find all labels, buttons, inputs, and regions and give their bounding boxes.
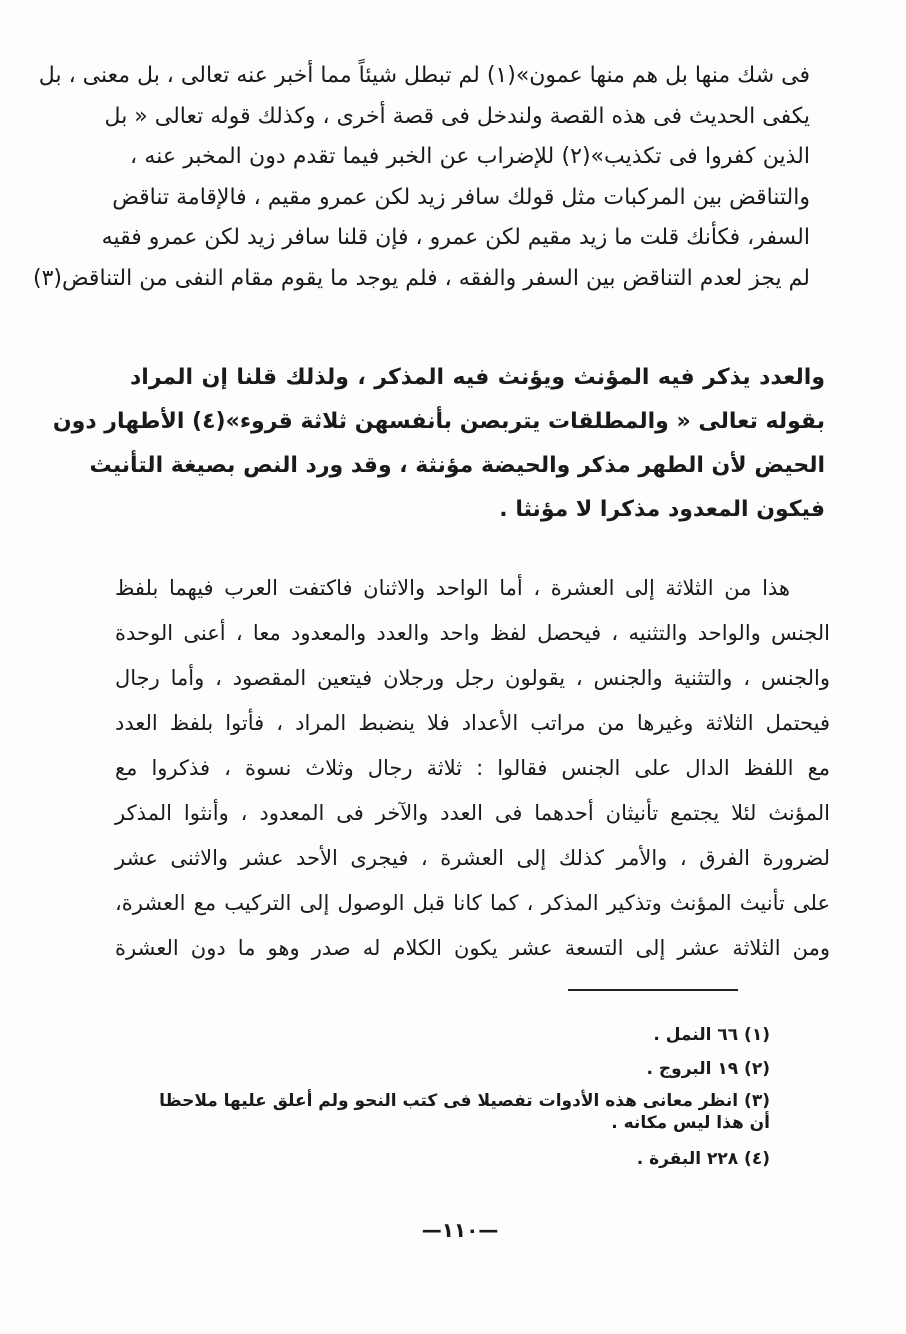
footnote-divider: [568, 989, 738, 991]
text-line: والتناقض بين المركبات مثل قولك سافر زيد لكن عمرو مقيم ، فالإقامة تناقض: [112, 184, 810, 210]
paragraph-conjunctions: [32, 56, 810, 299]
text-line: والعدد يذكر فيه المؤنث ويؤنث فيه المذكر ، ولذلك قلنا إن المراد: [130, 365, 825, 390]
paragraph-three-to-ten: [115, 566, 830, 971]
text-line: الجنس والواحد والتثنيه ، فيحصل لفظ واحد والعدد والمعدود معا ، أعنى الوحدة: [115, 621, 830, 645]
text-line: يكفى الحديث فى هذه القصة ولندخل فى قصة أخرى ، وكذلك قوله تعالى « بل: [104, 103, 810, 129]
page-number: —١١٠—: [421, 1218, 499, 1242]
text-line: ومن الثلاثة عشر إلى التسعة عشر يكون الكلام له صدر وهو ما دون العشرة: [115, 936, 830, 960]
footnote-4: (٤) ٢٢٨ البقرة .: [636, 1149, 770, 1169]
text-line: الذين كفروا فى تكذيب»(٢) للإضراب عن الخبر فيما تقدم دون المخبر عنه ،: [130, 144, 810, 169]
text-line: فى شك منها بل هم منها عمون»(١) لم تبطل شيئاً مما أخبر عنه تعالى ، بل معنى ، بل: [38, 63, 810, 88]
text-line: لم يجز لعدم التناقض بين السفر والفقه ، فلم يوجد ما يقوم مقام النفى من التناقض(٣): [32, 265, 810, 291]
text-line: فيحتمل الثلاثة وغيرها من مراتب الأعداد فلا ينضبط المراد ، فأتوا بلفظ العدد: [115, 711, 830, 735]
text-line: لضرورة الفرق ، والأمر كذلك إلى العشرة ، فيجرى الأحد عشر والاثنى عشر: [115, 846, 830, 870]
text-line: الحيض لأن الطهر مذكر والحيضة مؤنثة ، وقد ورد النص بصيغة التأنيث: [89, 453, 825, 478]
text-line: مع اللفظ الدال على الجنس فقالوا : ثلاثة رجال وثلاث نسوة ، فذكروا مع: [115, 756, 830, 780]
text-line: السفر، فكأنك قلت ما زيد مقيم لكن عمرو ، فإن قلنا سافر زيد لكن عمرو فقيه: [101, 225, 810, 250]
text-line: والجنس ، والتثنية والجنس ، يقولون رجل ورجلان فيتعين المقصود ، وأما رجال: [115, 666, 830, 690]
footnote-3: (٣) انظر معانى هذه الأدوات تفصيلا فى كتب النحو ولم أعلق عليها ملاحظا أن هذا ليس مكانه .: [159, 1091, 770, 1133]
text-line: هذا من الثلاثة إلى العشرة ، أما الواحد والاثنان فاكتفت العرب فيهما بلفظ: [115, 576, 790, 600]
footnote-1: (١) ٦٦ النمل .: [653, 1025, 770, 1045]
text-line: بقوله تعالى « والمطلقات يتربصن بأنفسهن ثلاثة قروء»(٤) الأطهار دون: [52, 409, 825, 434]
text-line: فيكون المعدود مذكرا لا مؤنثا .: [499, 497, 825, 522]
text-line: المؤنث لئلا يجتمع تأنيثان أحدهما فى العدد والآخر فى المعدود ، وأنثوا المذكر: [115, 801, 830, 825]
footnotes: [140, 1018, 770, 1176]
paragraph-number-gender: [52, 356, 825, 532]
footnote-2: (٢) ١٩ البروج .: [646, 1059, 770, 1079]
text-line: على تأنيث المؤنث وتذكير المذكر ، كما كانا قبل الوصول إلى التركيب مع العشرة،: [115, 891, 830, 915]
